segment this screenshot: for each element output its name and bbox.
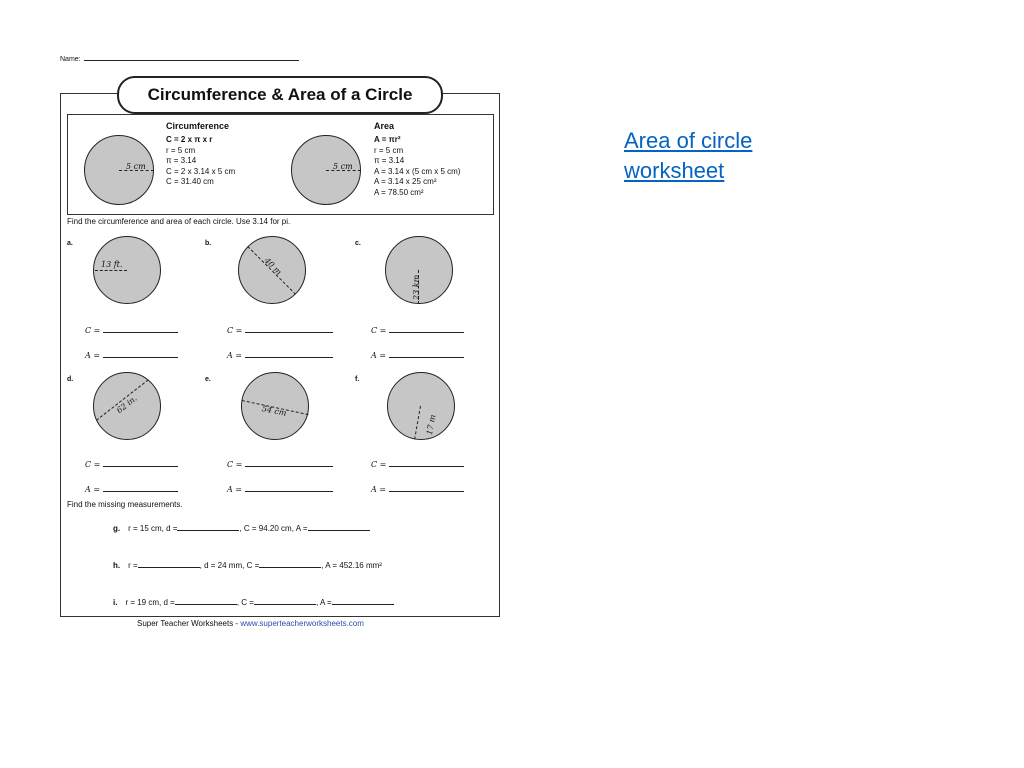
worksheet-footer	[137, 619, 364, 628]
c-label: C =	[371, 326, 387, 335]
c-label: C =	[227, 460, 243, 469]
answer-c-b	[227, 326, 333, 335]
c-label: C =	[85, 326, 101, 335]
problem-measure-d: 62 in.	[115, 393, 139, 416]
a-label: A =	[371, 351, 387, 360]
c-label: C =	[371, 460, 387, 469]
problem-line-a	[95, 270, 127, 271]
missing-row-g	[113, 524, 370, 533]
formula-line: C = 2 x π x r	[166, 135, 213, 144]
formula-line: A = πr²	[374, 135, 401, 144]
problem-letter: a.	[67, 240, 73, 247]
answer-a-d	[85, 485, 178, 494]
area-of-circle-worksheet-link[interactable]: Area of circle worksheet	[624, 128, 753, 183]
answer-c-e	[227, 460, 333, 469]
formula-line: r = 5 cm	[374, 145, 404, 155]
missing-text: r =	[128, 561, 138, 570]
missing-text: , C =	[236, 598, 254, 607]
worksheet-image	[55, 50, 505, 640]
problem-measure-a: 13 ft.	[101, 260, 123, 269]
example-box	[67, 114, 494, 215]
missing-row-h	[113, 561, 382, 570]
problem-measure-f: 17 m	[425, 413, 438, 436]
c-label: C =	[227, 326, 243, 335]
missing-text: , d = 24 mm, C =	[199, 561, 260, 570]
formula-line: A = 3.14 x (5 cm x 5 cm)	[374, 166, 461, 176]
area-title: Area	[374, 121, 395, 131]
missing-text: , C = 94.20 cm, A =	[239, 524, 308, 533]
problem-letter: f.	[355, 376, 360, 383]
name-blank	[84, 60, 299, 61]
formula-line: A = 78.50 cm²	[374, 187, 424, 197]
a-label: A =	[227, 351, 243, 360]
answer-c-a	[85, 326, 178, 335]
missing-text: , A =	[315, 598, 332, 607]
formula-line: C = 2 x 3.14 x 5 cm	[166, 166, 236, 176]
instruction-2: Find the missing measurements.	[67, 500, 183, 509]
problem-measure-c: 23 km	[412, 274, 421, 300]
area-formula	[374, 135, 460, 198]
answer-a-e	[227, 485, 333, 494]
missing-text: r = 19 cm, d =	[125, 598, 175, 607]
c-label: C =	[85, 460, 101, 469]
problem-letter: e.	[205, 376, 211, 383]
a-label: A =	[371, 485, 387, 494]
formula-line: A = 3.14 x 25 cm²	[374, 177, 437, 186]
answer-c-f	[371, 460, 464, 469]
problem-measure-b: 40 m	[262, 256, 284, 277]
worksheet-title: Circumference & Area of a Circle	[117, 76, 443, 114]
footer-text: Super Teacher Worksheets -	[137, 619, 241, 628]
missing-text: r = 15 cm, d =	[128, 524, 178, 533]
missing-letter: h.	[113, 561, 121, 570]
radius-label-1: 5 cm	[126, 162, 146, 171]
problem-measure-e: 54 cm	[261, 404, 288, 418]
problem-circle-f	[387, 372, 455, 440]
name-row	[60, 56, 299, 63]
missing-letter: i.	[113, 598, 118, 607]
formula-line: r = 5 cm	[166, 145, 196, 155]
problem-letter: d.	[67, 376, 74, 383]
answer-a-b	[227, 351, 333, 360]
footer-url: www.superteacherworksheets.com	[240, 619, 364, 628]
answer-a-c	[371, 351, 464, 360]
circumference-formula	[166, 135, 235, 188]
name-label: Name:	[60, 56, 81, 63]
formula-line: π = 3.14	[166, 156, 197, 165]
instruction-1: Find the circumference and area of each circle. Use 3.14 for pi.	[67, 217, 291, 226]
radius-label-2: 5 cm	[333, 162, 353, 171]
answer-c-c	[371, 326, 464, 335]
problem-letter: b.	[205, 240, 212, 247]
problem-letter: c.	[355, 240, 361, 247]
missing-row-i	[113, 598, 394, 607]
formula-line: π = 3.14	[374, 156, 405, 165]
missing-text: , A = 452.16 mm²	[321, 561, 382, 570]
a-label: A =	[227, 485, 243, 494]
a-label: A =	[85, 351, 101, 360]
missing-letter: g.	[113, 524, 121, 533]
answer-a-a	[85, 351, 178, 360]
formula-line: C = 31.40 cm	[166, 177, 214, 186]
answer-c-d	[85, 460, 178, 469]
a-label: A =	[85, 485, 101, 494]
answer-a-f	[371, 485, 464, 494]
circumference-title: Circumference	[166, 121, 230, 131]
